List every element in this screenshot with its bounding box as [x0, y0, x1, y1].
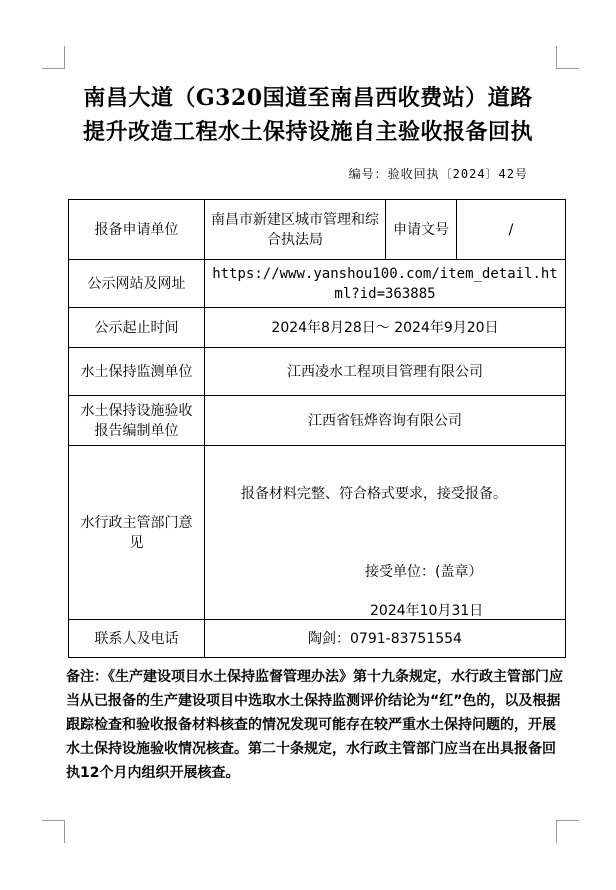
document-title-line-1: 南昌大道（G320国道至南昌西收费站）道路	[83, 85, 533, 111]
page-corner-mark	[42, 46, 65, 69]
table-row	[69, 308, 566, 348]
receipt-form-table	[68, 199, 566, 658]
monitor-label: 水土保持监测单位	[69, 348, 205, 396]
table-row	[69, 446, 566, 620]
opinion-cell	[205, 446, 566, 620]
applicant-label: 报备申请单位	[69, 200, 205, 260]
report-label: 水土保持设施验收报告编制单位	[69, 396, 205, 446]
table-row	[69, 200, 566, 260]
website-label: 公示网站及网址	[69, 260, 205, 308]
applicant-value: 南昌市新建区城市管理和综合执法局	[205, 200, 386, 260]
period-label: 公示起止时间	[69, 308, 205, 348]
website-url[interactable]: https://www.yanshou100.com/item_detail.html?id=363885	[205, 260, 566, 308]
table-row	[69, 348, 566, 396]
doc-no-label: 申请文号	[386, 200, 457, 260]
remarks-note: 备注：《生产建设项目水土保持监督管理办法》第十九条规定，水行政主管部门应当从已报备的生产建设项目中选取水土保持监测评价结论为“红”色的，以及根据跟踪检查和验收报备材料核查的情况发现可能存在较严重水土保持问题的，开展水土保持设施验收情况核查。第二十条规定，水行政主管部门应当在出具报备回执12个月内组织开展核查。	[66, 669, 563, 781]
table-row	[69, 260, 566, 308]
page-corner-mark	[556, 46, 579, 69]
contact-value: 陶剑：0791-83751554	[205, 620, 566, 658]
report-value: 江西省钰烨咨询有限公司	[205, 396, 566, 446]
opinion-label: 水行政主管部门意见	[69, 446, 205, 620]
page-corner-mark	[42, 820, 65, 843]
doc-no-value: /	[457, 200, 566, 260]
opinion-date: 2024年10月31日	[370, 603, 484, 619]
opinion-unit: 接受单位：(盖章）	[365, 564, 483, 580]
monitor-value: 江西凌水工程项目管理有限公司	[205, 348, 566, 396]
opinion-text: 报备材料完整、符合格式要求，接受报备。	[241, 486, 507, 502]
table-row	[69, 620, 566, 658]
contact-label: 联系人及电话	[69, 620, 205, 658]
document-number: 编号：验收回执〔2024〕42号	[348, 167, 528, 181]
table-row	[69, 396, 566, 446]
page-corner-mark	[556, 820, 579, 843]
period-value: 2024年8月28日～ 2024年9月20日	[205, 308, 566, 348]
document-title-line-2: 提升改造工程水土保持设施自主验收报备回执	[82, 119, 533, 145]
